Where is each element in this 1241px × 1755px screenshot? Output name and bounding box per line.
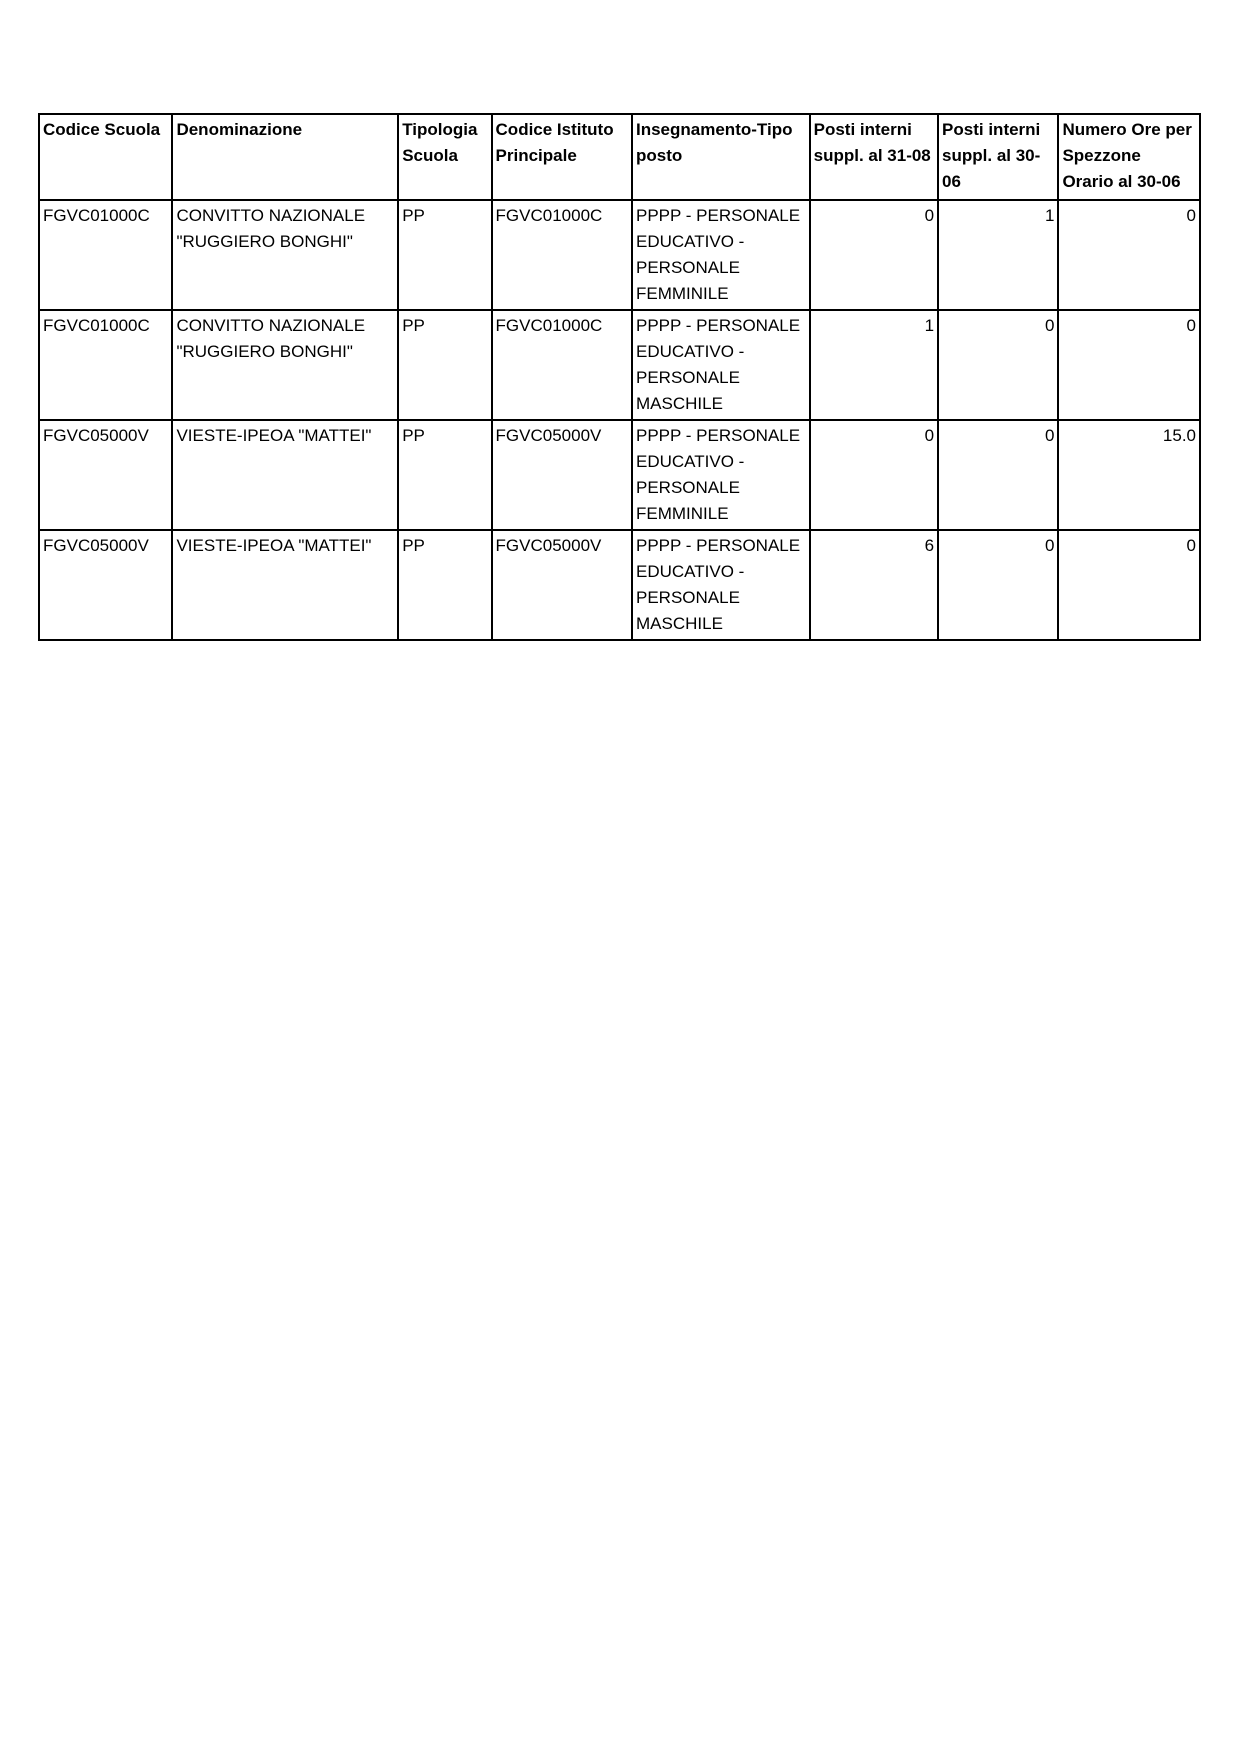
cell-posti-30-06: 1 (938, 200, 1058, 310)
cell-tipologia: PP (398, 420, 491, 530)
header-row (39, 114, 1200, 200)
header-denominazione: Denominazione (172, 114, 398, 200)
header-posti-31-08: Posti interni suppl. al 31-08 (810, 114, 938, 200)
cell-codice-istituto: FGVC05000V (492, 530, 632, 640)
cell-posti-30-06: 0 (938, 530, 1058, 640)
table-row (39, 310, 1200, 420)
header-codice-scuola: Codice Scuola (39, 114, 172, 200)
cell-insegnamento: PPPP - PERSONALE EDUCATIVO - PERSONALE FEMMINILE (632, 200, 810, 310)
cell-posti-31-08: 1 (810, 310, 938, 420)
cell-denominazione: CONVITTO NAZIONALE "RUGGIERO BONGHI" (172, 310, 398, 420)
cell-ore-spezzone: 0 (1058, 310, 1200, 420)
table-row (39, 200, 1200, 310)
cell-tipologia: PP (398, 310, 491, 420)
cell-posti-30-06: 0 (938, 310, 1058, 420)
header-codice-istituto: Codice Istituto Principale (492, 114, 632, 200)
cell-denominazione: CONVITTO NAZIONALE "RUGGIERO BONGHI" (172, 200, 398, 310)
cell-denominazione: VIESTE-IPEOA "MATTEI" (172, 530, 398, 640)
posti-table (38, 113, 1201, 641)
cell-insegnamento: PPPP - PERSONALE EDUCATIVO - PERSONALE FEMMINILE (632, 420, 810, 530)
header-tipologia-scuola: Tipologia Scuola (398, 114, 491, 200)
cell-ore-spezzone: 0 (1058, 530, 1200, 640)
cell-posti-31-08: 6 (810, 530, 938, 640)
cell-insegnamento: PPPP - PERSONALE EDUCATIVO - PERSONALE MASCHILE (632, 530, 810, 640)
cell-codice-scuola: FGVC05000V (39, 530, 172, 640)
cell-posti-31-08: 0 (810, 200, 938, 310)
table-row (39, 530, 1200, 640)
header-posti-30-06: Posti interni suppl. al 30-06 (938, 114, 1058, 200)
cell-tipologia: PP (398, 200, 491, 310)
cell-codice-scuola: FGVC01000C (39, 310, 172, 420)
cell-posti-31-08: 0 (810, 420, 938, 530)
cell-ore-spezzone: 0 (1058, 200, 1200, 310)
cell-posti-30-06: 0 (938, 420, 1058, 530)
cell-codice-scuola: FGVC05000V (39, 420, 172, 530)
table-row (39, 420, 1200, 530)
header-insegnamento: Insegnamento-Tipo posto (632, 114, 810, 200)
cell-codice-scuola: FGVC01000C (39, 200, 172, 310)
header-ore-spezzone: Numero Ore per Spezzone Orario al 30-06 (1058, 114, 1200, 200)
cell-codice-istituto: FGVC05000V (492, 420, 632, 530)
cell-codice-istituto: FGVC01000C (492, 310, 632, 420)
cell-insegnamento: PPPP - PERSONALE EDUCATIVO - PERSONALE MASCHILE (632, 310, 810, 420)
cell-ore-spezzone: 15.0 (1058, 420, 1200, 530)
cell-tipologia: PP (398, 530, 491, 640)
cell-denominazione: VIESTE-IPEOA "MATTEI" (172, 420, 398, 530)
cell-codice-istituto: FGVC01000C (492, 200, 632, 310)
